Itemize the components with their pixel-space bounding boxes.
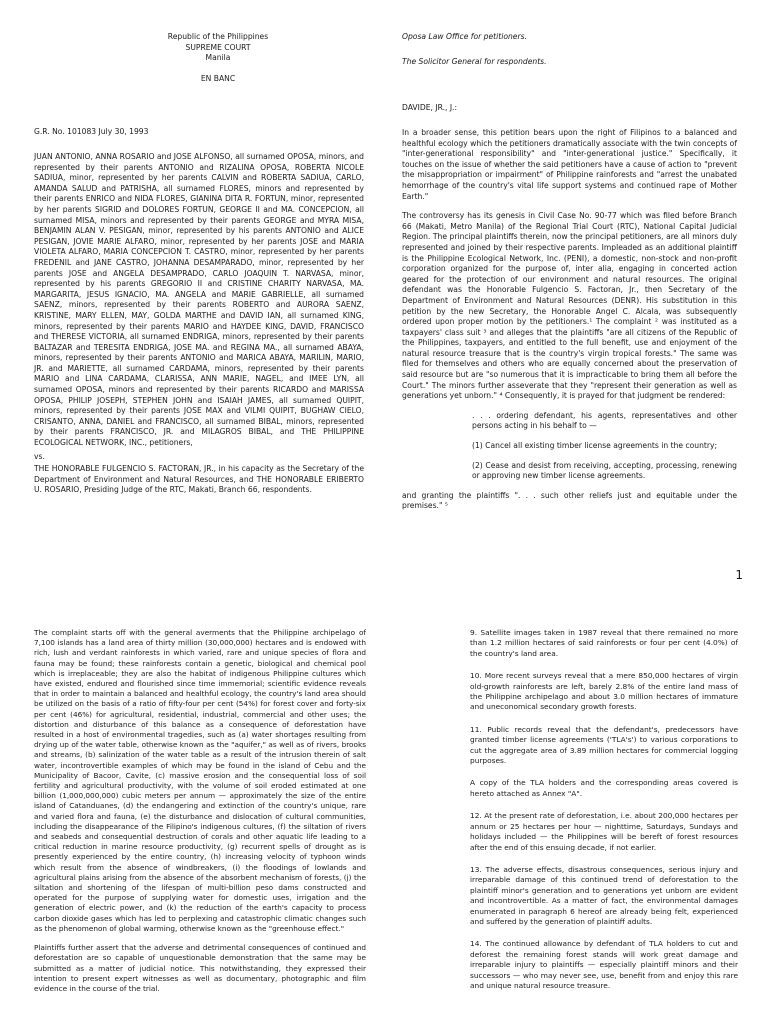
allegation-12: 12. At the present rate of deforestation, i.e. about 200,000 hectares per annum or 25 hectares per hour — nighttime, Saturdays, Sundays and holidays included — the Philippines will be bereft of forest resources after the end of this ensuing decade, if not earlier. [470, 811, 738, 852]
allegation-9: 9. Satellite images taken in 1987 reveal that there remained no more than 1.2 million hectares of said rainforests or four per cent (4.0%) of the country's land area. [470, 628, 738, 658]
page-number: 1 [735, 568, 743, 582]
en-banc-label: EN BANC [200, 73, 236, 83]
opinion-para-3: and granting the plaintiffs ". . . such other reliefs just and equitable under the premises." ⁵ [402, 490, 737, 511]
allegation-14: 14. The continued allowance by defendant of TLA holders to cut and deforest the remaining forest stands will work great damage and irreparable injury to plaintiffs — especially plaintiff minors and their successors — who may never see, use, benefit from and enjoy this rare and unique natural resource treasure. [470, 939, 738, 990]
petitioners-text: JUAN ANTONIO, ANNA ROSARIO and JOSE ALFONSO, all surnamed OPOSA, minors, and represented by their parents ANTONIO and RIZALINA OPOSA, ROBERTA NICOLE SADIUA, minor, represented by her parents CALVIN and ROBERTA SADIUA, CARLO, AMANDA SALUD and PATRISHA, all surnamed FLORES, minors and represented by their parents ENRICO and NIDA FLORES, GIANINA DITA R. FORTUN, minor, represented by her parents SIGRID and DOLORES FORTUN, GEORGE II and MA. CONCEPCION, all surnamed MISA, minors and represented by their parents GEORGE and MYRA MISA, BENJAMIN ALAN V. PESIGAN, minor, represented by his parents ANTONIO and ALICE PESIGAN, JOVIE MARIE ALFARO, minor, represented by her parents JOSE and MARIA VIOLETA ALFARO, MARIA CONCEPCION T. CASTRO, minor, represented by her parents FREDENIL and JANE CASTRO, JOHANNA DESAMPARADO, minor, represented by her parents JOSE and ANGELA DESAMPRADO, CARLO JOAQUIN T. NARVASA, minor, represented by his parents GREGORIO II and CRISTINE CHARITY NARVASA, MA. MARGARITA, JESUS IGNACIO, MA. ANGELA and MARIE GABRIELLE, all surnamed SAENZ, minors, represented by their parents ROBERTO and AURORA SAENZ, KRISTINE, MARY ELLEN, MAY, GOLDA MARTHE and DAVID IAN, all surnamed KING, minors, represented by their parents MARIO and HAYDEE KING, DAVID, FRANCISCO and THERESE VICTORIA, all surnamed ENDRIGA, minors, represented by their parents BALTAZAR and TERESITA ENDRIGA, JOSE MA. and REGINA MA., all surnamed ABAYA, minors, represented by their parents ANTONIO and MARICA ABAYA, MARILIN, MARIO, JR. and MARIETTE, all surnamed CARDAMA, minors, represented by their parents MARIO and LINA CARDAMA, CLARISSA, ANN MARIE, NAGEL, and IMEE LYN, all surnamed OPOSA, minors and represented by their parents RICARDO and MARISSA OPOSA, PHILIP JOSEPH, STEPHEN JOHN and ISAIAH JAMES, all surnamed QUIPIT, minors, represented by their parents JOSE MAX and VILMI QUIPIT, BUGHAW CIELO, CRISANTO, ANNA, DANIEL and FRANCISCO, all surnamed BIBAL, minors, represented by their parents FRANCISCO, JR. and MILAGROS BIBAL, and THE PHILIPPINE ECOLOGICAL NETWORK, INC., petitioners, [34, 152, 364, 448]
opinion-para-2: The controversy has its genesis in Civil Case No. 90-77 which was filed before Branch 66 (Makati, Metro Manila) of the Regional Trial Court (RTC), National Capital Judicial Region. The principal plaintiffs therein, now the principal petitioners, are all minors duly represented and joined by their respective parents. Impleaded as an additional plaintiff is the Philippine Ecological Network, Inc. (PENI), a domestic, non-stock and non-profit corporation organized for the purpose of, inter alia, engaging in concerted action geared for the protection of our environment and natural resources. The original defendant was the Honorable Fulgencio S. Factoran, Jr., then Secretary of the Department of Environment and Natural Resources (DENR). His substitution in this petition by the new Secretary, the Honorable Angel C. Alcala, was subsequently ordered upon proper motion by the petitioners.¹ The complaint ² was instituted as a taxpayers' class suit ³ and alleges that the plaintiffs "are all citizens of the Republic of the Philippines, taxpayers, and entitled to the full benefit, use and enjoyment of the natural resource treasure that is the country's virgin tropical forests." The same was filed for themselves and others who are equally concerned about the preservation of said resource but are "so numerous that it is impracticable to bring them all before the Court." The minors further asseverate that they "represent their generation as well as generations yet unborn." ⁴ Consequently, it is prayed for that judgment be rendered: [402, 211, 737, 401]
opinion-para-1: In a broader sense, this petition bears upon the right of Filipinos to a balanced and healthful ecology which the petitioners dramatically associate with the twin concepts of "inter-generational responsibility" and "inter-generational justice." Specifically, it touches on the issue of whether the said petitioners have a cause of action to "prevent the misappropriation or impairment" of Philippine rainforests and "arrest the unabated hemorrhage of the country's vital life support systems and continued rape of Mother Earth." [402, 128, 737, 201]
complaint-para-2: Plaintiffs further assert that the adverse and detrimental consequences of continued and deforestation are so capable of unquestionable demonstration that the same may be submitted as a matter of judicial notice. This notwithstanding, they expressed their intention to present expert witnesses as well as documentary, photographic and film evidence in the course of the trial. [34, 943, 366, 993]
prayer-quote-1: . . . ordering defendant, his agents, representatives and other persons acting in his behalf to — [472, 410, 737, 431]
annex-note: A copy of the TLA holders and the corresponding areas covered is hereto attached as Annex "A". [470, 778, 738, 798]
court-name: SUPREME COURT [185, 42, 251, 52]
opinion-body [402, 128, 737, 521]
case-parties [34, 152, 364, 505]
court-header [148, 32, 288, 84]
opinion-author: DAVIDE, JR., J.: [402, 103, 458, 112]
case-number: G.R. No. 101083 July 30, 1993 [34, 127, 149, 136]
prayer-quote-3: (2) Cease and desist from receiving, accepting, processing, renewing or approving new timber license agreements. [472, 460, 737, 481]
allegation-11: 11. Public records reveal that the defendant's, predecessors have granted timber license agreements ('TLA's') to various corporations to cut the aggregate area of 3.89 million hectares for commercial logging purposes. [470, 724, 738, 766]
counsel-petitioners: Oposa Law Office for petitioners. [402, 32, 527, 41]
counsel-block [402, 32, 742, 67]
complaint-allegations [470, 628, 738, 1000]
versus-text: vs. [34, 451, 45, 461]
republic-line: Republic of the Philippines [167, 32, 269, 41]
allegation-10: 10. More recent surveys reveal that a mere 850,000 hectares of virgin old-growth rainforests are left, barely 2.8% of the entire land mass of the Philippine archipelago and about 3.0 million hectares of immature and uneconomical secondary growth forests. [470, 671, 738, 712]
complaint-averments [34, 628, 366, 1003]
court-city: Manila [205, 53, 231, 63]
complaint-para-1: The complaint starts off with the general averments that the Philippine archipelago of 7,100 islands has a land area of thirty million (30,000,000) hectares and is endowed with rich, lush and verdant rainforests in which varied, rare and unique species of flora and fauna may be found; these rainforests contain a genetic, biological and chemical pool which is irreplaceable; they are also the habitat of indigenous Philippine cultures which have existed, endured and flourished since time immemorial; scientific evidence reveals that in order to maintain a balanced and healthful ecology, the country's land area should be utilized on the basis of a ratio of fifty-four per cent (54%) for forest cover and forty-six per cent (46%) for agricultural, residential, industrial, commercial and other uses; the distortion and disturbance of this balance as a consequence of deforestation have resulted in a host of environmental tragedies, such as (a) water shortages resulting from drying up of the water table, otherwise known as the "aquifer," as well as of rivers, brooks and streams, (b) salinization of the water table as a result of the intrusion therein of salt water, incontrovertible examples of which may be found in the island of Cebu and the Municipality of Bacoor, Cavite, (c) massive erosion and the consequential loss of soil fertility and agricultural productivity, with the volume of soil eroded estimated at one billion (1,000,000,000) cubic meters per annum — approximately the size of the entire island of Catanduanes, (d) the endangering and extinction of the country's unique, rare and varied flora and fauna, (e) the disturbance and dislocation of cultural communities, including the disappearance of the Filipino's indigenous cultures, (f) the siltation of rivers and seabeds and consequential destruction of corals and other aquatic life leading to a critical reduction in marine resource productivity, (g) recurrent spells of drought as is presently experienced by the entire country, (h) increasing velocity of typhoon winds which result from the absence of windbreakers, (i) the floodings of lowlands and agricultural plains arising from the absence of the absorbent mechanism of forests, (j) the siltation and shortening of the lifespan of multi-billion peso dams constructed and operated for the purpose of supplying water for domestic uses, irrigation and the generation of electric power, and (k) the reduction of the earth's capacity to process carbon dioxide gases which has led to perplexing and catastrophic climatic changes such as the phenomenon of global warming, otherwise known as the "greenhouse effect." [34, 628, 366, 933]
document-page-2 [0, 608, 768, 1024]
prayer-quote-2: (1) Cancel all existing timber license agreements in the country; [472, 441, 718, 451]
counsel-respondents: The Solicitor General for respondents. [402, 56, 547, 66]
allegation-13: 13. The adverse effects, disastrous consequences, serious injury and irreparable damage of this continued trend of deforestation to the plaintiff minor's generation and to generations yet unborn are evident and incontrovertible. As a matter of fact, the environmental damages enumerated in paragraph 6 hereof are already being felt, experienced and suffered by the generation of plaintiff adults. [470, 864, 738, 926]
respondents-text: THE HONORABLE FULGENCIO S. FACTORAN, JR., in his capacity as the Secretary of the Department of Environment and Natural Resources, and THE HONORABLE ERIBERTO U. ROSARIO, Presiding Judge of the RTC, Makati, Branch 66, respondents. [34, 464, 364, 495]
